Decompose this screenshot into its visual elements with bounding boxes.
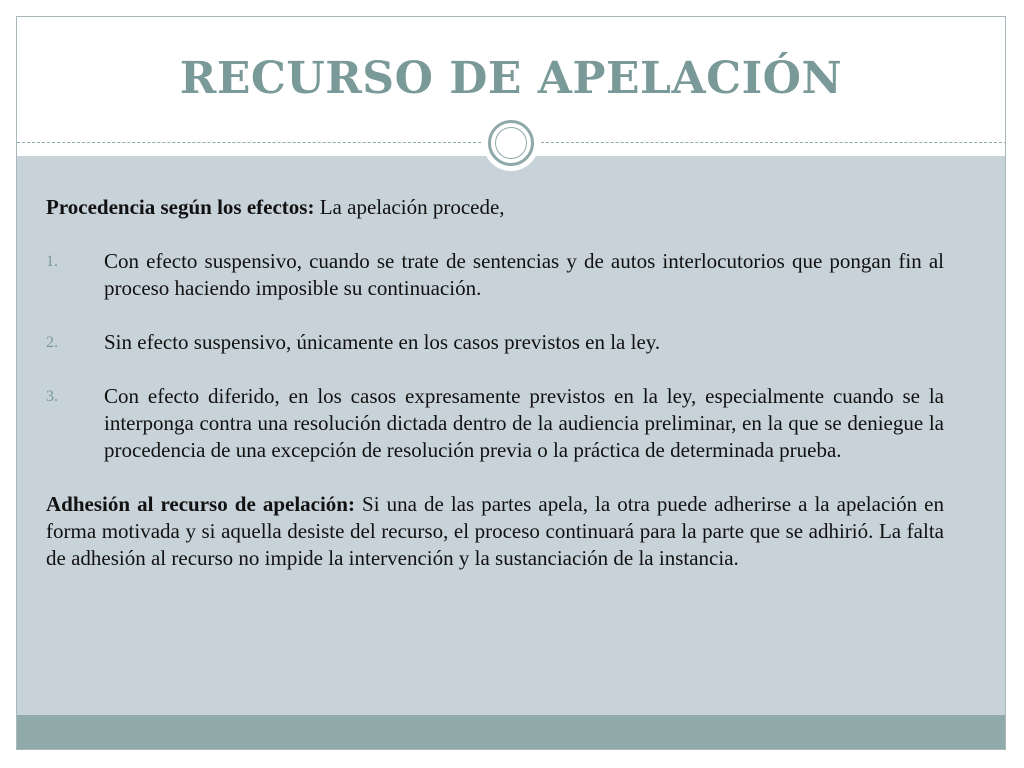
adhesion-label: Adhesión al recurso de apelación: (46, 492, 355, 516)
ring-inner (495, 127, 527, 159)
slide-title: RECURSO DE APELACIÓN (179, 53, 843, 104)
divider-ring-icon (483, 115, 539, 171)
list-item (46, 329, 944, 356)
ring-outer (488, 120, 534, 166)
list-item (46, 248, 944, 302)
title-divider-left (17, 142, 481, 143)
list-item (46, 383, 944, 464)
intro-label: Procedencia según los efectos: (46, 195, 315, 219)
list-item-number: 2. (46, 334, 58, 351)
intro-paragraph (46, 194, 944, 221)
effects-list (46, 248, 944, 464)
list-item-number: 1. (46, 253, 58, 270)
footer-bar (17, 715, 1005, 749)
title-divider-right (541, 142, 1006, 143)
slide-body (46, 194, 944, 599)
adhesion-paragraph (46, 491, 944, 572)
list-item-text: Con efecto suspensivo, cuando se trate de sentencias y de autos interlocutorios que pongan fin al proceso haciendo imposible su continuación. (104, 249, 944, 300)
list-item-text: Sin efecto suspensivo, únicamente en los casos previstos en la ley. (104, 330, 661, 354)
intro-text: La apelación procede, (314, 195, 505, 219)
list-item-text: Con efecto diferido, en los casos expresamente previstos en la ley, especialmente cuando se la interponga contra una resolución dictada dentro de la audiencia preliminar, en la que se deniegue la procedencia de una excepción de resolución previa o la práctica de determinada prueba. (104, 384, 944, 462)
list-item-number: 3. (46, 388, 58, 405)
adhesion-text: Si una de las partes apela, la otra puede adherirse a la apelación en forma motivada y si aquella desiste del recurso, el proceso continuará para la parte que se adhirió. La falta de adhesión al recurso no impide la intervención y la sustanciación de la instancia. (46, 492, 944, 570)
